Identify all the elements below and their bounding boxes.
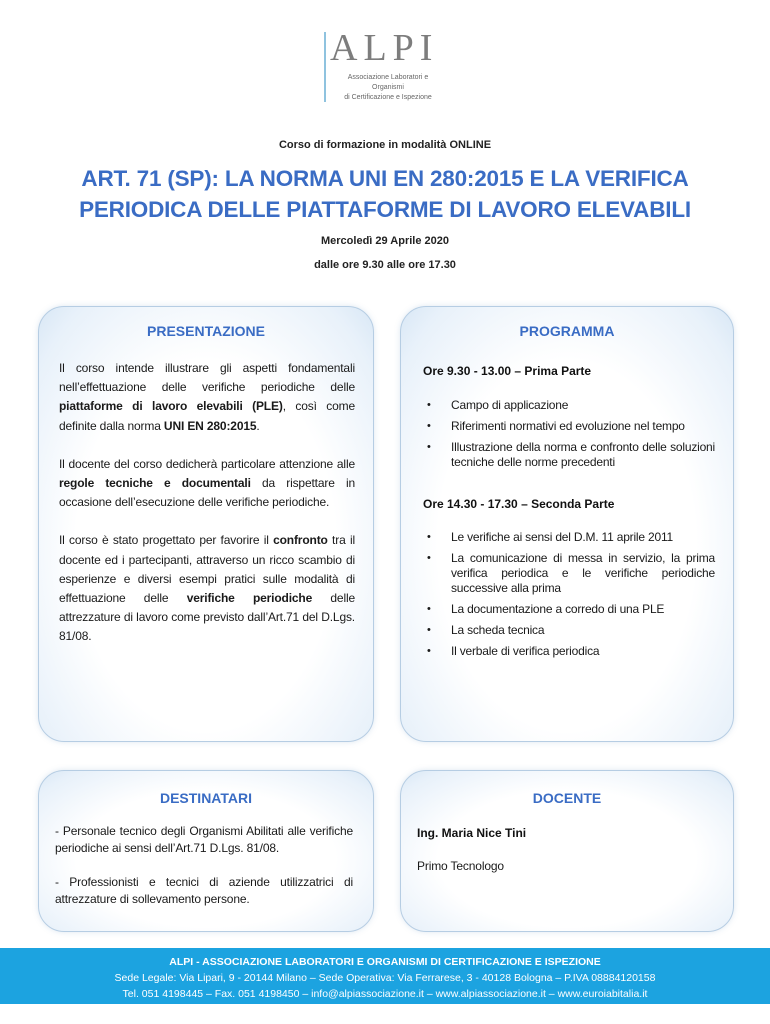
destinatari-title: DESTINATARI: [159, 790, 253, 806]
alpi-logo: [318, 28, 458, 104]
presentazione-text: [59, 359, 355, 647]
programma-panel: [400, 306, 734, 742]
course-hours: dalle ore 9.30 alle ore 17.30: [314, 259, 456, 271]
docente-panel: [400, 770, 734, 932]
docente-role: Primo Tecnologo: [417, 859, 504, 873]
destinatari-para-1: - Personale tecnico degli Organismi Abilitati alle verifiche periodiche ai sensi dell’Art.71 D.Lgs. 81/08.: [55, 824, 353, 855]
presentazione-para-1: Il corso intende illustrare gli aspetti fondamentali nell’effettuazione delle verifiche periodiche delle piattaforme di lavoro elevabili (PLE), così come definite dalla norma UNI EN 280:2015.: [59, 361, 355, 433]
destinatari-text: [55, 823, 353, 908]
logo-bar: [324, 32, 326, 102]
presentazione-para-3: Il corso è stato progettato per favorire il confronto tra il docente ed i partecipanti, attraverso un ricco scambio di esperienze e diversi esempi pratici sulle modalità di effettuazione delle verifiche periodiche delle attrezzature di lavoro come previsto dall’Art.71 del D.Lgs. 81/08.: [59, 533, 356, 644]
list-item: • La documentazione a corredo di una PLE: [427, 602, 665, 616]
list-item: • Illustrazione della norma e confronto delle soluzioni tecniche delle norme precedenti: [427, 440, 715, 469]
part1-list: [423, 398, 715, 476]
list-item: • La scheda tecnica: [427, 623, 545, 637]
footer-address: Sede Legale: Via Lipari, 9 - 20144 Milano – Sede Operativa: Via Ferrarese, 3 - 40128 Bologna – P.IVA 08884120158: [114, 972, 656, 984]
docente-title: DOCENTE: [532, 790, 602, 806]
list-item: • Il verbale di verifica periodica: [427, 644, 600, 658]
part2-list: [423, 530, 715, 665]
presentazione-para-2: Il docente del corso dedicherà particolare attenzione alle regole tecniche e documentali da rispettare in occasione dell’esecuzione delle verifiche periodiche.: [59, 456, 355, 510]
programma-title: PROGRAMMA: [519, 323, 615, 339]
list-item: • La comunicazione di messa in servizio, la prima verifica periodica e le verifiche periodiche successive alla prima: [427, 551, 715, 595]
course-date: Mercoledì 29 Aprile 2020: [321, 235, 449, 247]
main-title: [30, 163, 740, 225]
title-line2: PERIODICA DELLE PIATTAFORME DI LAVORO ELEVABILI: [79, 197, 691, 222]
list-item: • Riferimenti normativi ed evoluzione nel tempo: [427, 419, 685, 433]
title-line1: ART. 71 (SP): LA NORMA UNI EN 280:2015 E LA VERIFICA: [81, 166, 689, 191]
part2-heading: Ore 14.30 - 17.30 – Seconda Parte: [423, 497, 615, 511]
list-item: • Le verifiche ai sensi del D.M. 11 aprile 2011: [427, 530, 674, 544]
presentazione-panel: [38, 306, 374, 742]
course-type: Corso di formazione in modalità ONLINE: [278, 139, 492, 151]
footer: [0, 948, 770, 1004]
destinatari-panel: [38, 770, 374, 932]
docente-name: Ing. Maria Nice Tini: [417, 826, 527, 840]
footer-contacts: Tel. 051 4198445 – Fax. 051 4198450 – info@alpiassociazione.it – www.alpiassociazione.it – www.euroiabitalia.it: [122, 988, 648, 1000]
footer-org: ALPI - ASSOCIAZIONE LABORATORI E ORGANISMI DI CERTIFICAZIONE E ISPEZIONE: [169, 956, 601, 968]
part1-heading: Ore 9.30 - 13.00 – Prima Parte: [423, 364, 592, 378]
presentazione-title: PRESENTAZIONE: [147, 323, 265, 339]
list-item: • Campo di applicazione: [427, 398, 569, 412]
logo-sub-line1: Associazione Laboratori e Organismi: [347, 74, 429, 91]
destinatari-para-2: - Professionisti e tecnici di aziende utilizzatrici di attrezzature di sollevamento persone.: [55, 875, 353, 906]
logo-sub-line2: di Certificazione e Ispezione: [344, 94, 432, 101]
logo-word: ALPI: [330, 27, 439, 69]
logo-subtitle: [332, 73, 444, 103]
